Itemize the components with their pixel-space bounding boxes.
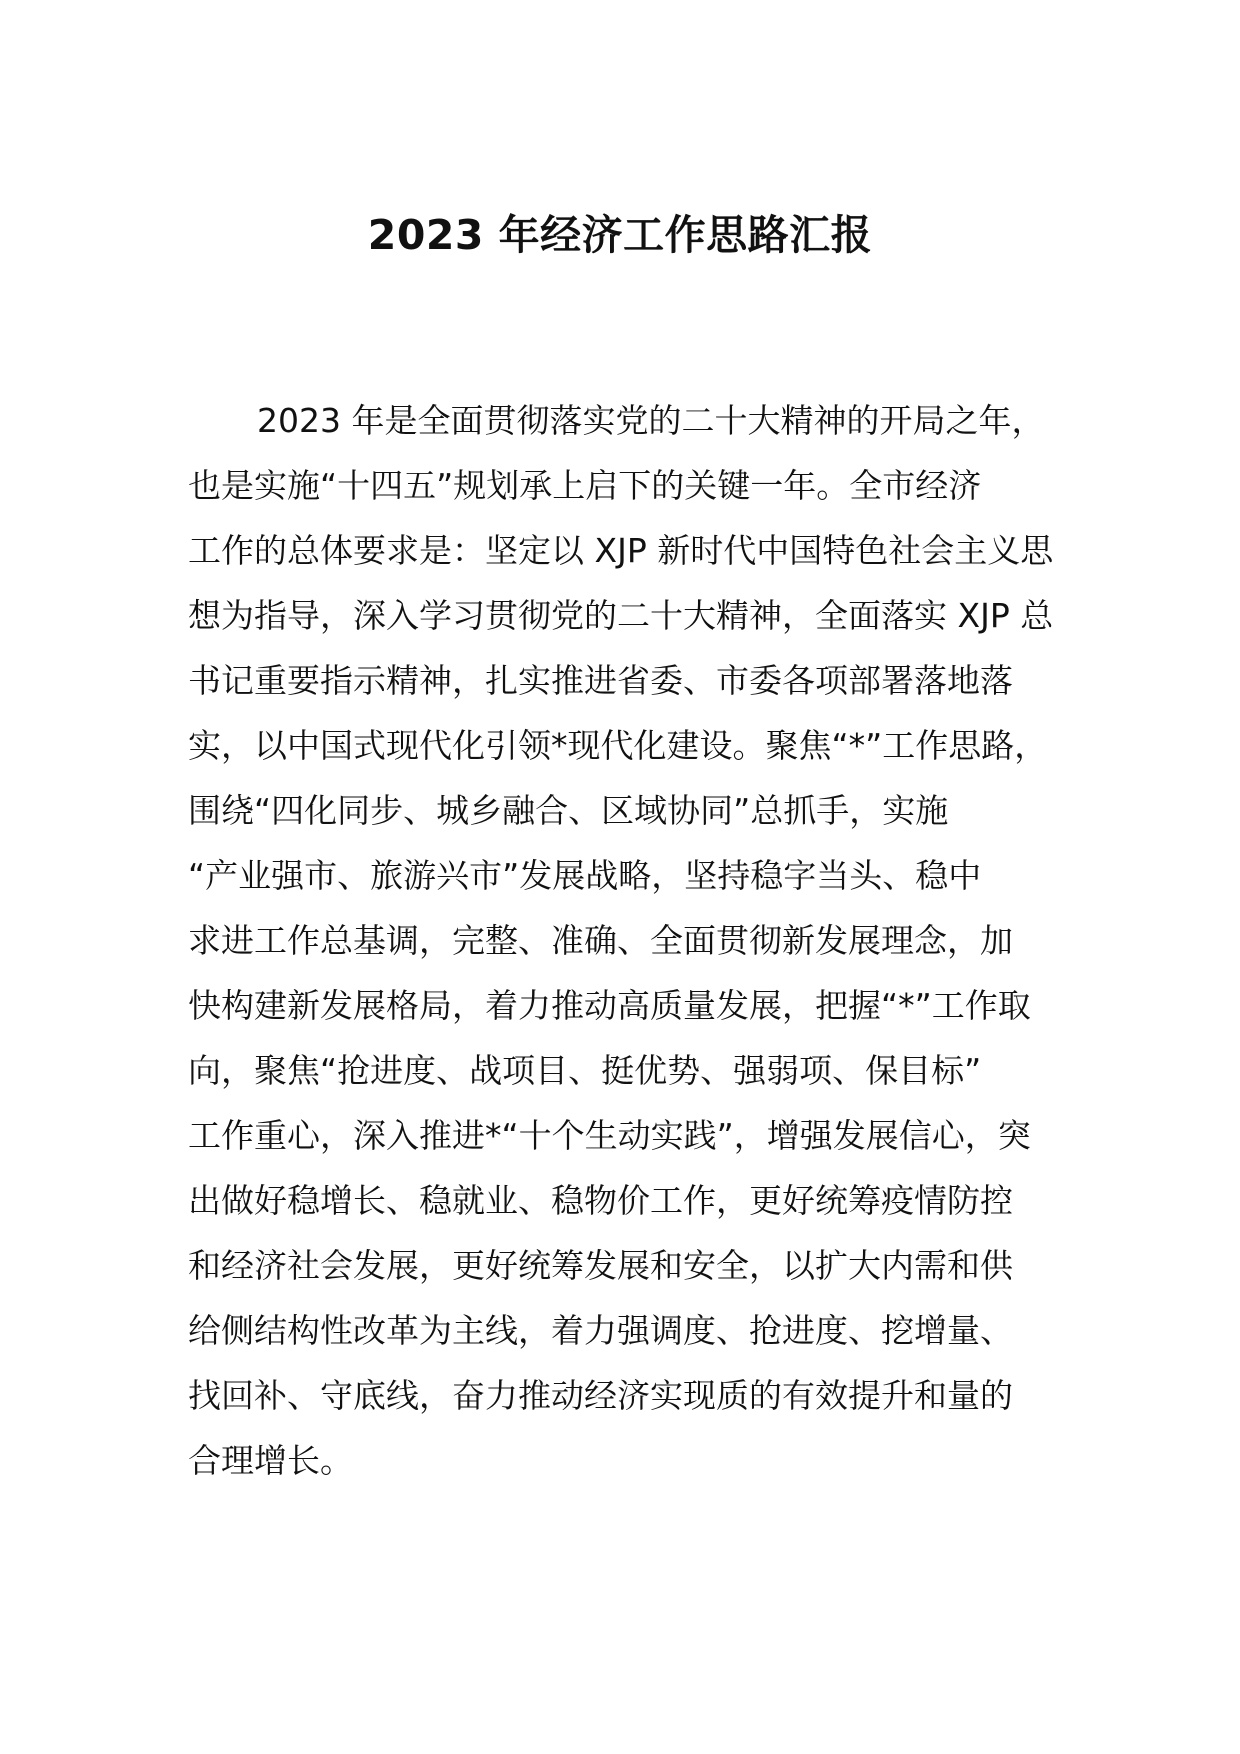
paragraph-line: 求进工作总基调，完整、准确、全面贯彻新发展理念，加: [188, 921, 1013, 960]
paragraph-line: 围绕“四化同步、城乡融合、区域协同”总抓手，实施: [188, 791, 949, 830]
document-paragraph: [188, 388, 1058, 1493]
paragraph-line: 2023 年是全面贯彻落实党的二十大精神的开局之年，: [257, 401, 1045, 440]
paragraph-line: 工作重心，深入推进*“十个生动实践”，增强发展信心，突: [188, 1116, 1031, 1155]
paragraph-line: 和经济社会发展，更好统筹发展和安全，以扩大内需和供: [188, 1246, 1013, 1285]
paragraph-line: 找回补、守底线，奋力推动经济实现质的有效提升和量的: [188, 1376, 1013, 1415]
paragraph-line: 向，聚焦“抢进度、战项目、挺优势、强弱项、保目标”: [188, 1051, 982, 1090]
paragraph-line: 也是实施“十四五”规划承上启下的关键一年。全市经济: [188, 466, 982, 505]
document-title: 2023 年经济工作思路汇报: [367, 211, 873, 259]
paragraph-line: 给侧结构性改革为主线，着力强调度、抢进度、挖增量、: [188, 1311, 1013, 1350]
paragraph-line: 书记重要指示精神，扎实推进省委、市委各项部署落地落: [188, 661, 1013, 700]
paragraph-line: “产业强市、旅游兴市”发展战略，坚持稳字当头、稳中: [188, 856, 982, 895]
paragraph-line: 实，以中国式现代化引领*现代化建设。聚焦“*”工作思路，: [188, 726, 1048, 765]
paragraph-line: 出做好稳增长、稳就业、稳物价工作，更好统筹疫情防控: [188, 1181, 1013, 1220]
paragraph-line: 快构建新发展格局，着力推动高质量发展，把握“*”工作取: [188, 986, 1031, 1025]
paragraph-line: 工作的总体要求是：坚定以 XJP 新时代中国特色社会主义思: [188, 531, 1054, 570]
paragraph-line: 合理增长。: [188, 1441, 353, 1480]
paragraph-line: 想为指导，深入学习贯彻党的二十大精神，全面落实 XJP 总: [188, 596, 1054, 635]
